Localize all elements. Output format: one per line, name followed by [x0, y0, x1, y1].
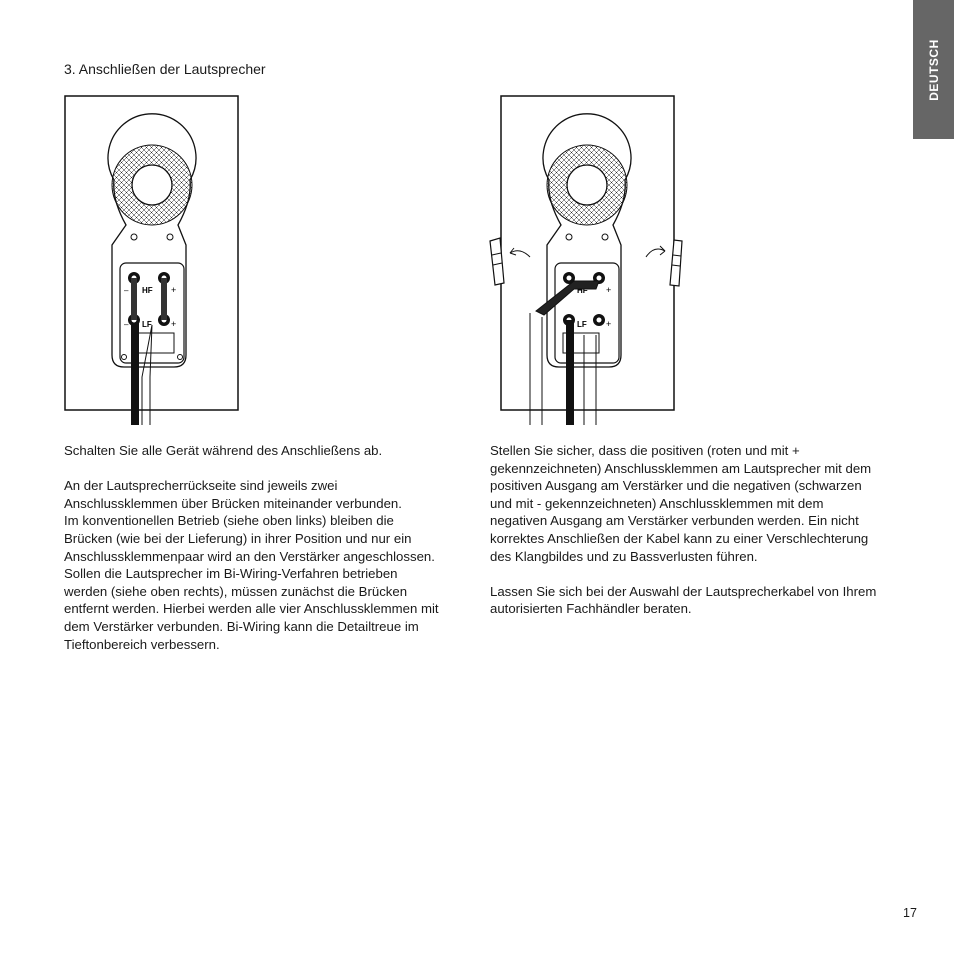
- bridge-minus: [131, 278, 137, 320]
- bridge-plus: [161, 278, 167, 320]
- left-text-column: [64, 442, 459, 653]
- text-line: und mit - gekennzeichneten) Anschlussklemmen mit dem: [490, 495, 824, 511]
- text-line: dem Verstärker verbunden. Bi-Wiring kann die Detailtreue im: [64, 618, 419, 634]
- text-line: des Klangbildes und zu Bassverlusten führen.: [490, 548, 758, 564]
- hf-label: HF: [577, 286, 588, 295]
- text-line: Sollen die Lautsprecher im Bi-Wiring-Verfahren betrieben: [64, 566, 398, 582]
- bass-port: [567, 165, 607, 205]
- language-tab: [913, 0, 954, 139]
- plus-label-hf: +: [171, 285, 177, 295]
- text-line: autorisierten Fachhändler beraten.: [490, 601, 692, 617]
- minus-label-lf: –: [124, 320, 129, 329]
- text-line: werden (siehe oben rechts), müssen zunächst die Brücken: [64, 583, 408, 599]
- text-line: entfernt werden. Hierbei werden alle vier Anschlussklemmen mit: [64, 601, 439, 617]
- text-line: Anschlussklemmenpaar wird an den Verstärker angeschlossen.: [64, 548, 435, 564]
- text-line: gekennzeichneten) Anschlussklemmen am Lautsprecher mit dem: [490, 460, 872, 476]
- lf-label: LF: [142, 320, 152, 329]
- section-heading: 3. Anschließen der Lautsprecher: [64, 61, 266, 77]
- speaker-cable-black: [131, 323, 139, 425]
- plus-label-lf: +: [171, 319, 177, 329]
- bass-port: [132, 165, 172, 205]
- lf-cable-black: [566, 320, 574, 425]
- paragraph-bridges: [64, 477, 459, 653]
- text-line: Stellen Sie sicher, dass die positiven (roten und mit +: [490, 443, 800, 458]
- hf-label: HF: [142, 286, 153, 295]
- paragraph-polarity: [490, 442, 895, 565]
- text-line: Tieftonbereich verbessern.: [64, 636, 220, 652]
- bi-wiring-diagram: [484, 95, 716, 425]
- paragraph-dealer-advice: [490, 583, 895, 618]
- text-line: Anschlussklemmen über Brücken miteinander verbunden.: [64, 495, 402, 511]
- page-number: 17: [903, 906, 917, 920]
- text-line: Im konventionellen Betrieb (siehe oben links) bleiben die: [64, 513, 394, 529]
- text-line: An der Lautsprecherrückseite sind jeweils zwei: [64, 478, 338, 494]
- text-line: negativen Ausgang am Verstärker verbunden werden. Ein nicht: [490, 513, 859, 529]
- language-tab-label: DEUTSCH: [926, 38, 941, 101]
- plus-label-hf: +: [606, 285, 612, 295]
- text-line: korrektes Anschließen der Kabel kann zu einer Verschlechterung: [490, 530, 869, 546]
- paragraph-power-off: Schalten Sie alle Gerät während des Anschließens ab.: [64, 443, 383, 458]
- text-line: Brücken (wie bei der Lieferung) in ihrer Position und nur ein: [64, 530, 412, 546]
- right-text-column: [490, 442, 895, 618]
- text-line: positiven Ausgang am Verstärker und die negativen (schwarzen: [490, 478, 862, 494]
- plus-label-lf: +: [606, 319, 612, 329]
- minus-label-hf: –: [124, 286, 129, 295]
- conventional-wiring-diagram: [64, 95, 240, 425]
- lf-label: LF: [577, 320, 587, 329]
- text-line: Lassen Sie sich bei der Auswahl der Lautsprecherkabel von Ihrem: [490, 583, 877, 599]
- terminal-lf-plus: [593, 314, 605, 326]
